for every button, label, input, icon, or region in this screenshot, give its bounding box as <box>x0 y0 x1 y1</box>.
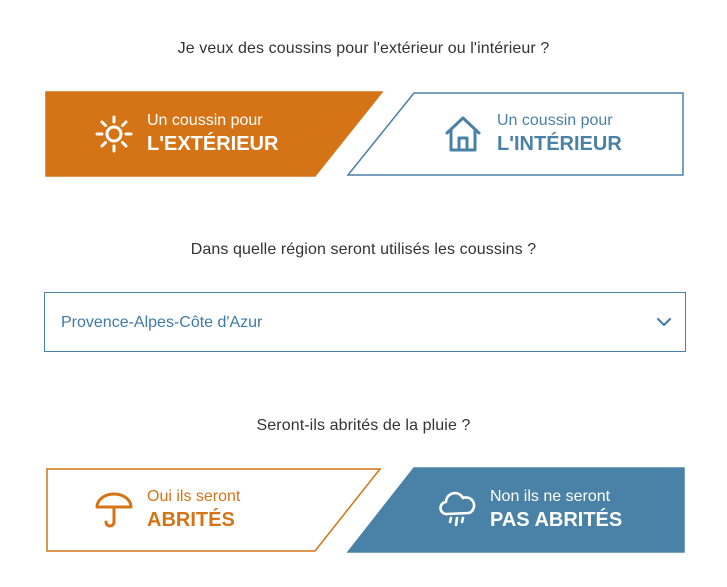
interior-option-small-label: Un coussin pour <box>497 112 613 129</box>
interior-option-button[interactable] <box>355 91 685 177</box>
region-select-value: Provence-Alpes-Côte d'Azur <box>61 314 263 331</box>
sheltered-option-small-label: Oui ils seront <box>147 488 241 505</box>
region-question: Dans quelle région seront utilisés les coussins ? <box>190 241 537 258</box>
house-icon <box>443 114 483 154</box>
interior-option-big-label: L'INTÉRIEUR <box>497 133 622 155</box>
exterior-option-small-label: Un coussin pour <box>147 112 263 129</box>
rain-toggle <box>45 467 685 553</box>
chevron-down-icon <box>655 313 673 331</box>
not-sheltered-option-button[interactable] <box>355 467 685 553</box>
placement-question: Je veux des coussins pour l'extérieur ou l'intérieur ? <box>177 40 550 57</box>
region-select[interactable] <box>44 292 686 352</box>
not-sheltered-option-text <box>490 489 622 530</box>
umbrella-icon <box>94 490 134 530</box>
rain-question: Seront-ils abrités de la pluie ? <box>256 417 471 434</box>
sun-icon <box>94 114 134 154</box>
exterior-option-big-label: L'EXTÉRIEUR <box>147 133 279 155</box>
placement-toggle <box>45 91 685 177</box>
sheltered-option-big-label: ABRITÉS <box>147 509 235 531</box>
not-sheltered-option-small-label: Non ils ne seront <box>490 488 611 505</box>
exterior-option-text <box>147 113 278 154</box>
sheltered-option-text <box>147 489 240 530</box>
exterior-option-button[interactable] <box>45 91 375 177</box>
sheltered-option-button[interactable] <box>45 467 375 553</box>
interior-option-text <box>497 113 622 154</box>
not-sheltered-option-big-label: PAS ABRITÉS <box>490 509 623 531</box>
rain-cloud-icon <box>437 489 477 529</box>
